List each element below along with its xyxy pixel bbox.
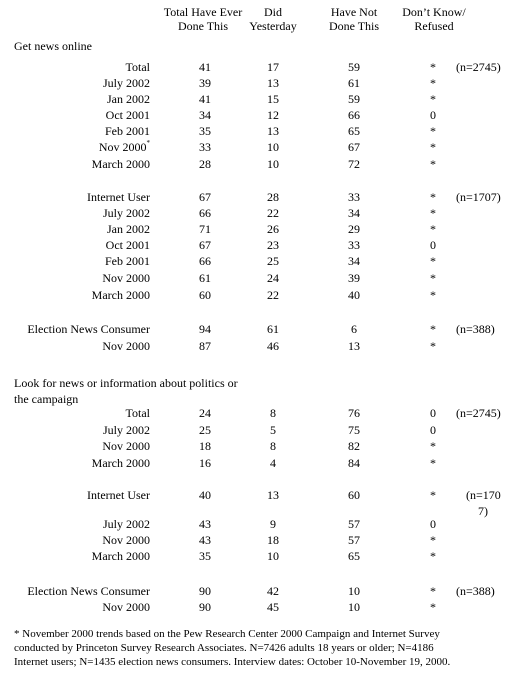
row-label: Internet User bbox=[87, 190, 150, 204]
table-row bbox=[0, 123, 516, 139]
cell-did-yesterday: 10 bbox=[267, 549, 279, 563]
cell-dont-know: 0 bbox=[430, 108, 436, 122]
cell-dont-know: * bbox=[430, 533, 436, 547]
header-total-have-ever-done-this: Total Have Ever Done This bbox=[163, 5, 243, 33]
cell-dont-know: * bbox=[430, 206, 436, 220]
cell-total-have-ever: 34 bbox=[199, 108, 211, 122]
table-row bbox=[0, 338, 516, 354]
cell-have-not: 65 bbox=[348, 549, 360, 563]
section-heading-news-online: Get news online bbox=[14, 39, 92, 53]
header-did-yesterday: Did Yesterday bbox=[249, 5, 297, 33]
row-label: Election News Consumer bbox=[27, 584, 150, 598]
cell-dont-know: * bbox=[430, 92, 436, 106]
sample-size: (n=2745) bbox=[456, 60, 501, 74]
table-row bbox=[0, 205, 516, 221]
table-row bbox=[0, 270, 516, 286]
table-row bbox=[0, 139, 516, 155]
cell-have-not: 59 bbox=[348, 92, 360, 106]
table-row bbox=[0, 405, 516, 421]
cell-dont-know: * bbox=[430, 157, 436, 171]
row-label: March 2000 bbox=[91, 456, 150, 470]
cell-dont-know: * bbox=[430, 439, 436, 453]
header-dont-know-refused: Don’t Know/ Refused bbox=[402, 5, 466, 33]
cell-did-yesterday: 13 bbox=[267, 488, 279, 502]
table-row bbox=[0, 237, 516, 253]
cell-did-yesterday: 8 bbox=[270, 439, 276, 453]
cell-total-have-ever: 90 bbox=[199, 600, 211, 614]
sample-size: (n=2745) bbox=[456, 406, 501, 420]
sample-size-line: (n=170 bbox=[466, 488, 501, 502]
cell-total-have-ever: 40 bbox=[199, 488, 211, 502]
row-label: July 2002 bbox=[102, 517, 150, 531]
cell-dont-know: * bbox=[430, 456, 436, 470]
sample-size bbox=[466, 487, 501, 519]
row-label: Jan 2002 bbox=[107, 222, 150, 236]
cell-total-have-ever: 90 bbox=[199, 584, 211, 598]
cell-total-have-ever: 25 bbox=[199, 423, 211, 437]
cell-have-not: 66 bbox=[348, 108, 360, 122]
row-label: Total bbox=[125, 406, 150, 420]
cell-did-yesterday: 24 bbox=[267, 271, 279, 285]
cell-did-yesterday: 61 bbox=[267, 322, 279, 336]
table-row bbox=[0, 583, 516, 599]
cell-dont-know: * bbox=[430, 124, 436, 138]
cell-total-have-ever: 33 bbox=[199, 140, 211, 154]
cell-dont-know: * bbox=[430, 190, 436, 204]
table-row bbox=[0, 75, 516, 91]
cell-did-yesterday: 45 bbox=[267, 600, 279, 614]
row-label: July 2002 bbox=[102, 76, 150, 90]
cell-have-not: 29 bbox=[348, 222, 360, 236]
cell-total-have-ever: 24 bbox=[199, 406, 211, 420]
table-row bbox=[0, 455, 516, 471]
cell-did-yesterday: 12 bbox=[267, 108, 279, 122]
cell-have-not: 59 bbox=[348, 60, 360, 74]
cell-total-have-ever: 71 bbox=[199, 222, 211, 236]
footnote bbox=[14, 627, 510, 669]
cell-did-yesterday: 10 bbox=[267, 140, 279, 154]
table-row bbox=[0, 548, 516, 564]
cell-dont-know: * bbox=[430, 222, 436, 236]
cell-dont-know: * bbox=[430, 488, 436, 502]
table-row bbox=[0, 422, 516, 438]
cell-have-not: 6 bbox=[351, 322, 357, 336]
cell-dont-know: * bbox=[430, 254, 436, 268]
table-row bbox=[0, 487, 516, 518]
cell-total-have-ever: 67 bbox=[199, 238, 211, 252]
table-row bbox=[0, 91, 516, 107]
row-label: Oct 2001 bbox=[105, 108, 150, 122]
cell-have-not: 72 bbox=[348, 157, 360, 171]
cell-have-not: 61 bbox=[348, 76, 360, 90]
cell-did-yesterday: 15 bbox=[267, 92, 279, 106]
cell-dont-know: * bbox=[430, 549, 436, 563]
cell-have-not: 34 bbox=[348, 254, 360, 268]
cell-total-have-ever: 67 bbox=[199, 190, 211, 204]
footnote-line: * November 2000 trends based on the Pew Research Center 2000 Campaign and Internet Survey bbox=[14, 628, 440, 640]
cell-total-have-ever: 87 bbox=[199, 339, 211, 353]
cell-have-not: 57 bbox=[348, 517, 360, 531]
cell-did-yesterday: 42 bbox=[267, 584, 279, 598]
cell-dont-know: * bbox=[430, 76, 436, 90]
sample-size: (n=1707) bbox=[456, 190, 501, 204]
cell-dont-know: * bbox=[430, 584, 436, 598]
table-row bbox=[0, 516, 516, 532]
row-label: Nov 2000 bbox=[102, 271, 150, 285]
sample-size: (n=388) bbox=[456, 322, 495, 336]
header-have-not-done-this: Have Not Done This bbox=[328, 5, 380, 33]
table-row bbox=[0, 221, 516, 237]
cell-total-have-ever: 43 bbox=[199, 517, 211, 531]
cell-total-have-ever: 41 bbox=[199, 92, 211, 106]
cell-have-not: 60 bbox=[348, 488, 360, 502]
sample-size-line: 7) bbox=[478, 504, 488, 518]
row-label: Nov 2000 bbox=[102, 600, 150, 614]
cell-have-not: 65 bbox=[348, 124, 360, 138]
footnote-marker: * bbox=[146, 139, 150, 147]
cell-have-not: 33 bbox=[348, 190, 360, 204]
cell-total-have-ever: 60 bbox=[199, 288, 211, 302]
sample-size: (n=388) bbox=[456, 584, 495, 598]
cell-total-have-ever: 43 bbox=[199, 533, 211, 547]
cell-did-yesterday: 22 bbox=[267, 206, 279, 220]
cell-did-yesterday: 46 bbox=[267, 339, 279, 353]
cell-have-not: 34 bbox=[348, 206, 360, 220]
cell-total-have-ever: 41 bbox=[199, 60, 211, 74]
row-label: Feb 2001 bbox=[105, 254, 150, 268]
cell-total-have-ever: 66 bbox=[199, 254, 211, 268]
section-heading-politics-line-2: the campaign bbox=[14, 392, 79, 406]
cell-did-yesterday: 18 bbox=[267, 533, 279, 547]
cell-did-yesterday: 23 bbox=[267, 238, 279, 252]
footnote-line: conducted by Princeton Survey Research Associates. N=7426 adults 18 years or older; N=4186 bbox=[14, 642, 434, 654]
row-label: Feb 2001 bbox=[105, 124, 150, 138]
row-label: Nov 2000 bbox=[102, 439, 150, 453]
cell-total-have-ever: 18 bbox=[199, 439, 211, 453]
cell-dont-know: * bbox=[430, 288, 436, 302]
row-label: Nov 2000 bbox=[102, 339, 150, 353]
cell-total-have-ever: 28 bbox=[199, 157, 211, 171]
table-row bbox=[0, 107, 516, 123]
cell-dont-know: 0 bbox=[430, 517, 436, 531]
cell-dont-know: 0 bbox=[430, 423, 436, 437]
cell-did-yesterday: 13 bbox=[267, 124, 279, 138]
cell-did-yesterday: 5 bbox=[270, 423, 276, 437]
table-row bbox=[0, 156, 516, 172]
table-row bbox=[0, 438, 516, 454]
cell-dont-know: * bbox=[430, 600, 436, 614]
row-label: Nov 2000 bbox=[102, 533, 150, 547]
cell-did-yesterday: 22 bbox=[267, 288, 279, 302]
cell-have-not: 75 bbox=[348, 423, 360, 437]
cell-total-have-ever: 94 bbox=[199, 322, 211, 336]
cell-have-not: 33 bbox=[348, 238, 360, 252]
table-row bbox=[0, 189, 516, 205]
row-label: Internet User bbox=[87, 488, 150, 502]
cell-did-yesterday: 17 bbox=[267, 60, 279, 74]
row-label: March 2000 bbox=[91, 288, 150, 302]
cell-have-not: 76 bbox=[348, 406, 360, 420]
table-row bbox=[0, 532, 516, 548]
row-label: July 2002 bbox=[102, 423, 150, 437]
cell-did-yesterday: 25 bbox=[267, 254, 279, 268]
table-row bbox=[0, 599, 516, 615]
cell-have-not: 67 bbox=[348, 140, 360, 154]
row-label: March 2000 bbox=[91, 549, 150, 563]
cell-have-not: 84 bbox=[348, 456, 360, 470]
cell-have-not: 10 bbox=[348, 600, 360, 614]
row-label: Nov 2000* bbox=[98, 139, 150, 154]
cell-have-not: 40 bbox=[348, 288, 360, 302]
row-label: Oct 2001 bbox=[105, 238, 150, 252]
cell-did-yesterday: 8 bbox=[270, 406, 276, 420]
cell-dont-know: * bbox=[430, 322, 436, 336]
table-row bbox=[0, 253, 516, 269]
cell-total-have-ever: 61 bbox=[199, 271, 211, 285]
cell-did-yesterday: 4 bbox=[270, 456, 276, 470]
row-label: July 2002 bbox=[102, 206, 150, 220]
section-heading-politics-line-1: Look for news or information about politics or bbox=[14, 376, 238, 390]
cell-dont-know: * bbox=[430, 271, 436, 285]
cell-have-not: 57 bbox=[348, 533, 360, 547]
cell-dont-know: 0 bbox=[430, 238, 436, 252]
cell-have-not: 82 bbox=[348, 439, 360, 453]
cell-have-not: 13 bbox=[348, 339, 360, 353]
row-label: March 2000 bbox=[91, 157, 150, 171]
row-label: Total bbox=[125, 60, 150, 74]
table-row bbox=[0, 321, 516, 337]
cell-total-have-ever: 16 bbox=[199, 456, 211, 470]
table-row bbox=[0, 287, 516, 303]
cell-dont-know: 0 bbox=[430, 406, 436, 420]
cell-did-yesterday: 10 bbox=[267, 157, 279, 171]
cell-did-yesterday: 26 bbox=[267, 222, 279, 236]
cell-have-not: 39 bbox=[348, 271, 360, 285]
cell-did-yesterday: 28 bbox=[267, 190, 279, 204]
footnote-line: Internet users; N=1435 election news consumers. Interview dates: October 10-November 19, 2000. bbox=[14, 656, 451, 668]
row-label: Election News Consumer bbox=[27, 322, 150, 336]
cell-total-have-ever: 66 bbox=[199, 206, 211, 220]
table-row bbox=[0, 59, 516, 75]
cell-dont-know: * bbox=[430, 339, 436, 353]
row-label: Jan 2002 bbox=[107, 92, 150, 106]
cell-did-yesterday: 13 bbox=[267, 76, 279, 90]
cell-total-have-ever: 35 bbox=[199, 124, 211, 138]
cell-dont-know: * bbox=[430, 140, 436, 154]
cell-dont-know: * bbox=[430, 60, 436, 74]
cell-total-have-ever: 35 bbox=[199, 549, 211, 563]
cell-have-not: 10 bbox=[348, 584, 360, 598]
cell-total-have-ever: 39 bbox=[199, 76, 211, 90]
cell-did-yesterday: 9 bbox=[270, 517, 276, 531]
